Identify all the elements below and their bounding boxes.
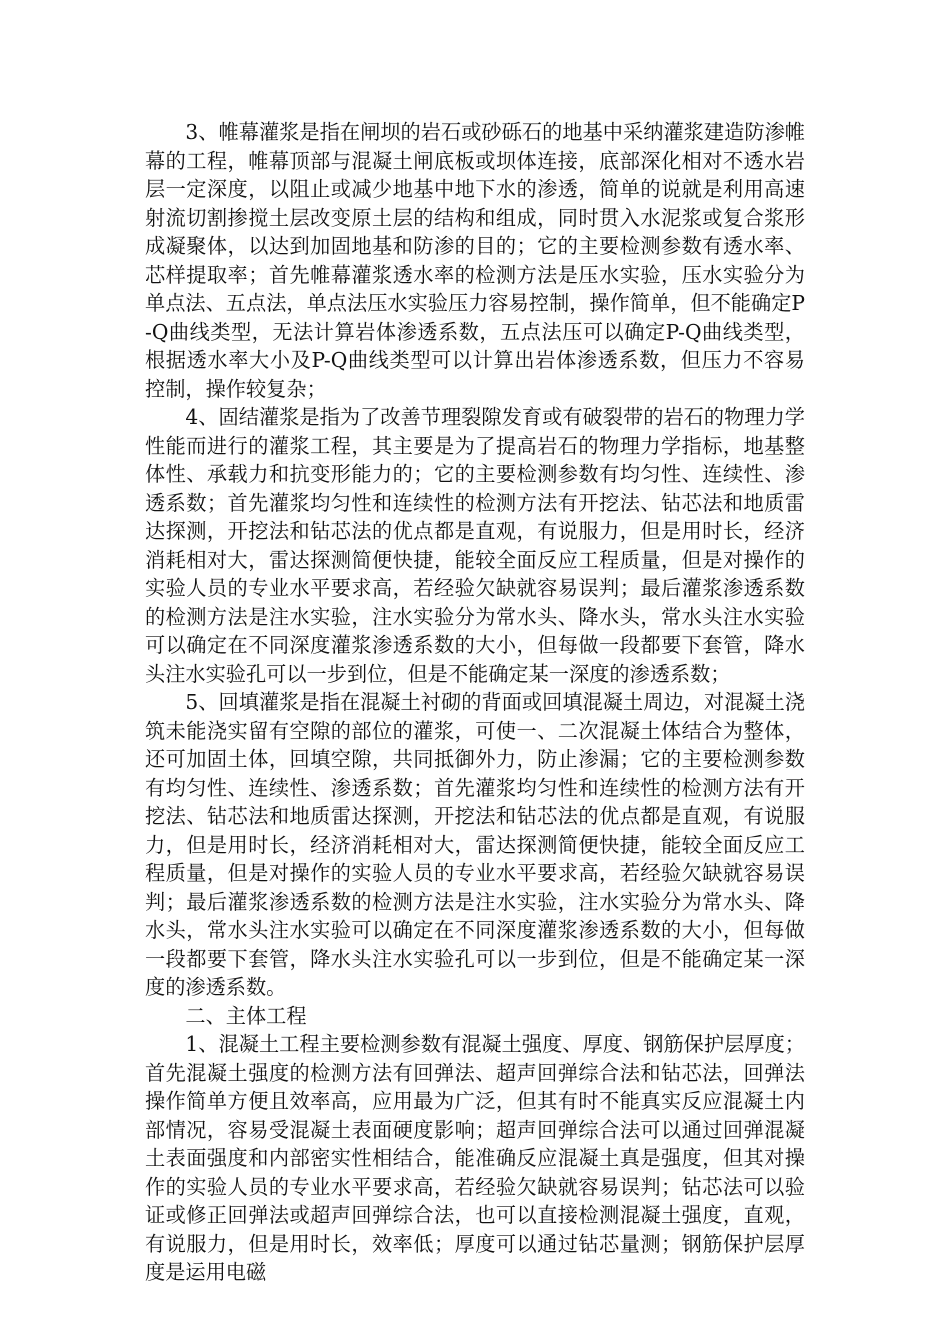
paragraph-concrete-engineering: 1、混凝土工程主要检测参数有混凝土强度、厚度、钢筋保护层厚度；首先混凝土强度的检测方法有回弹法、超声回弹综合法和钻芯法，回弹法操作简单方便且效率高，应用最为广泛，但其有时不能真实反应混凝土内部情况，容易受混凝土表面硬度影响；超声回弹综合法可以通过回弹混凝土表面强度和内部密实性相结合，能准确反应混凝土真是强度，但其对操作的实验人员的专业水平要求高，若经验欠缺就容易误判；钻芯法可以验证或修正回弹法或超声回弹综合法，也可以直接检测混凝土强度，直观，有说服力，但是用时长，效率低；厚度可以通过钻芯量测；钢筋保护层厚度是运用电磁	[145, 1032, 805, 1284]
document-body	[145, 118, 805, 1287]
section-heading-main-structure: 二、主体工程	[185, 1003, 307, 1028]
paragraph-consolidation-grouting: 4、固结灌浆是指为了改善节理裂隙发育或有破裂带的岩石的物理力学性能而进行的灌浆工程，其主要是为了提高岩石的物理力学指标，地基整体性、承载力和抗变形能力的；它的主要检测参数有均匀性、连续性、渗透系数；首先灌浆均匀性和连续性的检测方法有开挖法、钻芯法和地质雷达探测，开挖法和钻芯法的优点都是直观，有说服力，但是用时长，经济消耗相对大，雷达探测简便快捷，能较全面反应工程质量，但是对操作的实验人员的专业水平要求高，若经验欠缺就容易误判；最后灌浆渗透系数的检测方法是注水实验，注水实验分为常水头、降水头，常水头注水实验可以确定在不同深度灌浆渗透系数的大小，但每做一段都要下套管，降水头注水实验孔可以一步到位，但是不能确定某一深度的渗透系数；	[145, 405, 805, 686]
paragraph-curtain-grouting: 3、帷幕灌浆是指在闸坝的岩石或砂砾石的地基中采纳灌浆建造防渗帷幕的工程，帷幕顶部与混凝土闸底板或坝体连接，底部深化相对不透水岩层一定深度，以阻止或减少地基中地下水的渗透，简单的说就是利用高速射流切割掺搅土层改变原土层的结构和组成，同时贯入水泥浆或复合浆形成凝聚体，以达到加固地基和防渗的目的；它的主要检测参数有透水率、芯样提取率；首先帷幕灌浆透水率的检测方法是压水实验，压水实验分为单点法、五点法，单点法压水实验压力容易控制，操作简单，但不能确定P-Q曲线类型，无法计算岩体渗透系数，五点法压可以确定P-Q曲线类型，根据透水率大小及P-Q曲线类型可以计算出岩体渗透系数，但压力不容易控制，操作较复杂；	[145, 120, 805, 401]
paragraph-backfill-grouting: 5、回填灌浆是指在混凝土衬砌的背面或回填混凝土周边，对混凝土浇筑未能浇实留有空隙的部位的灌浆，可使一、二次混凝土体结合为整体，还可加固土体，回填空隙，共同抵御外力，防止渗漏；它的主要检测参数有均匀性、连续性、渗透系数；首先灌浆均匀性和连续性的检测方法有开挖法、钻芯法和地质雷达探测，开挖法和钻芯法的优点都是直观，有说服力，但是用时长，经济消耗相对大，雷达探测简便快捷，能较全面反应工程质量，但是对操作的实验人员的专业水平要求高，若经验欠缺就容易误判；最后灌浆渗透系数的检测方法是注水实验，注水实验分为常水头、降水头，常水头注水实验可以确定在不同深度灌浆渗透系数的大小，但每做一段都要下套管，降水头注水实验孔可以一步到位，但是不能确定某一深度的渗透系数。	[145, 690, 805, 999]
